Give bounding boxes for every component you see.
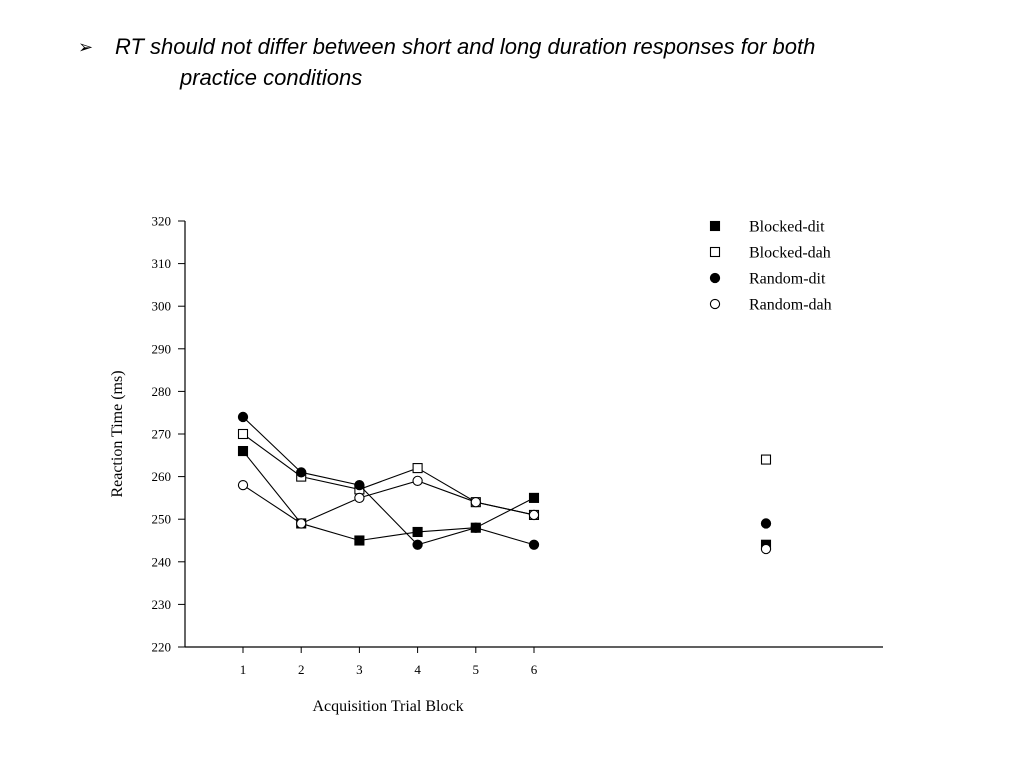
y-tick-label: 300 xyxy=(151,298,171,314)
data-point xyxy=(529,510,538,519)
data-point xyxy=(238,481,247,490)
legend-label: Random-dah xyxy=(749,296,832,314)
data-point xyxy=(239,447,248,456)
x-tick-label: 1 xyxy=(239,662,247,677)
bullet-text-line-2: practice conditions xyxy=(180,65,363,90)
series-random-dah xyxy=(238,476,770,553)
series-line xyxy=(243,481,534,524)
legend-marker xyxy=(710,299,719,308)
y-tick-label: 230 xyxy=(151,596,171,612)
data-point xyxy=(238,412,247,421)
y-tick-label: 250 xyxy=(151,511,171,527)
data-point xyxy=(413,540,422,549)
data-point xyxy=(355,481,364,490)
retention-data-point xyxy=(761,519,770,528)
y-tick-label: 260 xyxy=(151,469,171,485)
x-tick-label: 6 xyxy=(530,662,538,677)
arrow-bullet-icon: ➢ xyxy=(78,37,94,57)
y-tick-label: 320 xyxy=(151,213,171,229)
x-tick-label: 4 xyxy=(414,662,421,677)
y-tick-label: 270 xyxy=(151,426,171,442)
bullet-text-line-1: RT should not differ between short and long duration responses for both xyxy=(115,34,816,59)
series-blocked-dit xyxy=(239,447,771,550)
legend-item xyxy=(711,245,831,262)
x-axis-label: Acquisition Trial Block xyxy=(312,698,464,715)
data-point xyxy=(355,493,364,502)
data-point xyxy=(413,464,422,473)
data-point xyxy=(471,523,480,532)
y-axis-label: Reaction Time (ms) xyxy=(109,370,126,498)
legend-marker xyxy=(711,222,720,231)
legend-item xyxy=(710,271,826,288)
series-blocked-dah xyxy=(239,430,771,520)
series-line xyxy=(243,417,534,545)
data-point xyxy=(530,493,539,502)
legend-label: Blocked-dit xyxy=(749,218,825,236)
series-layer xyxy=(238,412,770,553)
legend-item xyxy=(711,219,826,236)
data-point xyxy=(297,519,306,528)
data-point xyxy=(413,527,422,536)
legend-label: Blocked-dah xyxy=(749,244,831,262)
x-tick-label: 2 xyxy=(297,662,305,677)
retention-data-point xyxy=(761,544,770,553)
legend-marker xyxy=(711,248,720,257)
y-tick-label: 220 xyxy=(151,639,171,655)
data-point xyxy=(355,536,364,545)
data-point xyxy=(297,468,306,477)
chart-legend xyxy=(710,219,831,314)
data-point xyxy=(239,430,248,439)
data-point xyxy=(413,476,422,485)
x-tick-label: 5 xyxy=(472,662,480,677)
retention-data-point xyxy=(762,455,771,464)
series-line xyxy=(243,434,534,515)
y-tick-label: 310 xyxy=(151,256,171,272)
data-point xyxy=(471,498,480,507)
x-tick-label: 3 xyxy=(356,662,363,677)
y-tick-label: 280 xyxy=(151,383,171,399)
legend-label: Random-dit xyxy=(749,270,826,288)
y-tick-label: 240 xyxy=(151,554,171,570)
legend-item xyxy=(710,297,831,314)
legend-marker xyxy=(710,273,719,282)
data-point xyxy=(529,540,538,549)
y-tick-label: 290 xyxy=(151,341,171,357)
series-line xyxy=(243,451,534,540)
